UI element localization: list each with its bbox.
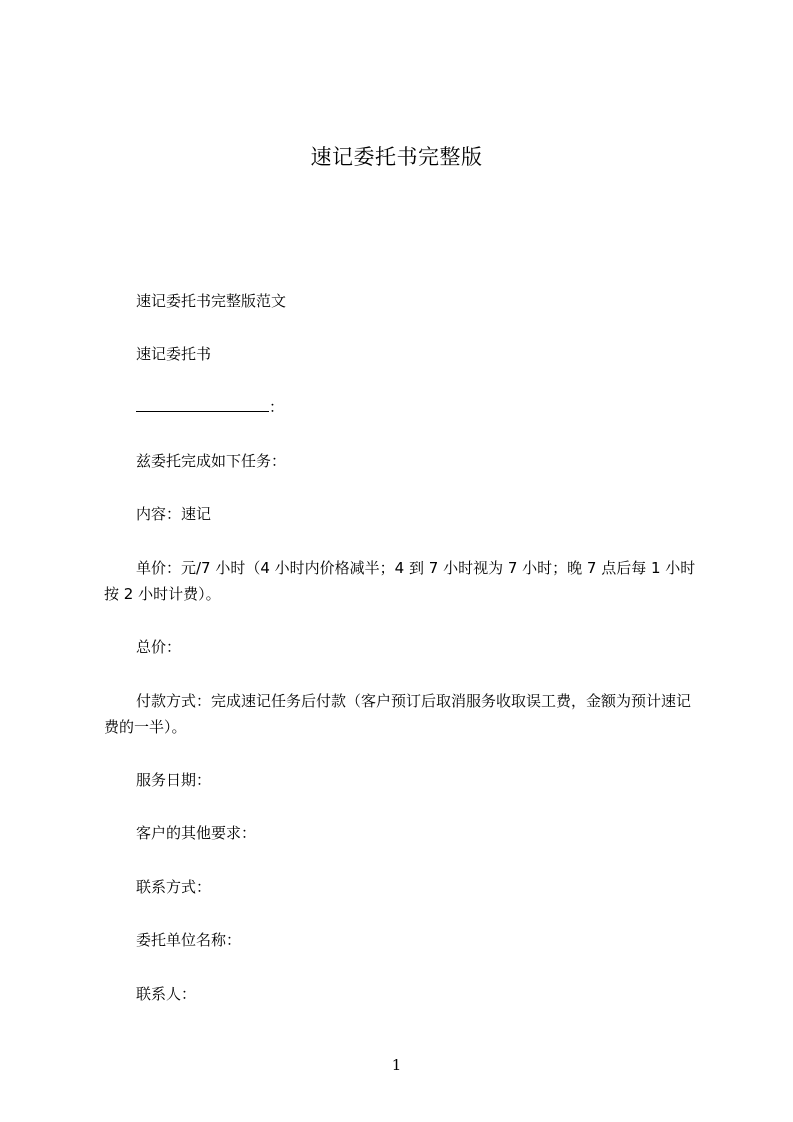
document-title: 速记委托书完整版 [310,145,483,169]
paragraph-unit-price: 单价：元/7 小时（4 小时内价格减半；4 到 7 小时视为 7 小时；晚 7 点后每 1 小时按 2 小时计费）。 [104,559,696,603]
paragraph-sample-heading: 速记委托书完整版范文 [136,292,287,310]
paragraph-contact-method: 联系方式： [136,878,212,896]
paragraph-content: 内容：速记 [136,505,212,523]
paragraph-other-requirements: 客户的其他要求： [136,824,257,842]
addressee-colon: ： [269,398,285,416]
paragraph-total-price: 总价： [136,638,182,656]
paragraph-client-name: 委托单位名称： [136,931,242,949]
paragraph-contact-person: 联系人： [136,985,197,1003]
paragraph-service-date: 服务日期： [136,771,212,789]
addressee-blank-line [136,394,269,412]
paragraph-letter-heading: 速记委托书 [136,345,212,363]
paragraph-addressee [104,394,700,420]
paragraph-payment-method: 付款方式：完成速记任务后付款（客户预订后取消服务收取误工费，金额为预计速记费的一半）。 [104,692,692,736]
paragraph-entrust-statement: 兹委托完成如下任务： [136,452,287,470]
page-number: 1 [391,1056,402,1074]
